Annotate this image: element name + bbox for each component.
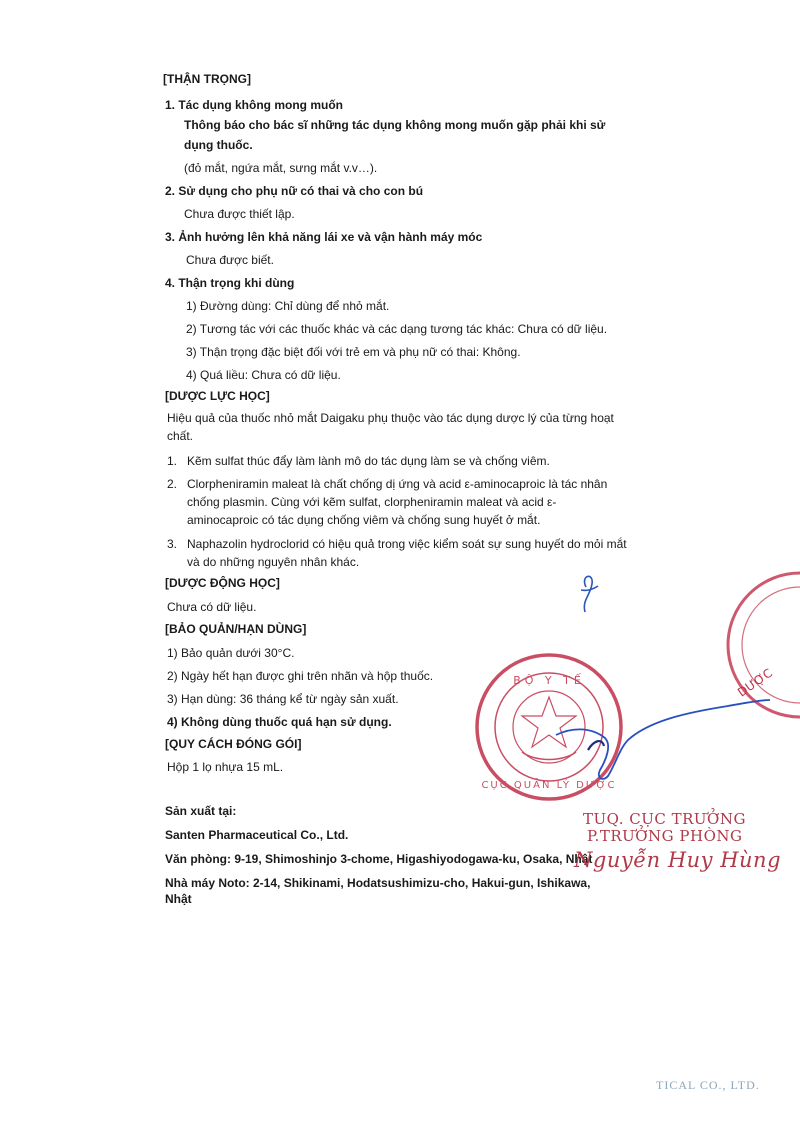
- bq-line1: 1) Bảo quản dưới 30°C.: [167, 646, 295, 660]
- item2-text: Chưa được thiết lập.: [184, 207, 295, 221]
- ddh-text: Chưa có dữ liệu.: [167, 600, 257, 614]
- item4-sub1: 1) Đường dùng: Chỉ dùng để nhỏ mắt.: [186, 299, 390, 313]
- manufacturer-company: Santen Pharmaceutical Co., Ltd.: [165, 828, 349, 842]
- stamp-ring-bottom: CỤC QUẢN LÝ DƯỢC: [481, 780, 617, 791]
- initials-mark: [581, 576, 598, 612]
- item4-sub3: 3) Thận trọng đặc biệt đối với trẻ em và phụ nữ có thai: Không.: [186, 345, 521, 359]
- dlh-p2-line3: aminocaproic có tác dụng chống viêm và chống sung huyết ở mắt.: [187, 513, 541, 527]
- item1-bold-line2: dụng thuốc.: [184, 138, 253, 152]
- qc-text: Hộp 1 lọ nhựa 15 mL.: [167, 760, 284, 774]
- manufacturer-label: Sản xuất tại:: [165, 804, 237, 818]
- item4-sub2: 2) Tương tác với các thuốc khác và các dạng tương tác khác: Chưa có dữ liệu.: [186, 322, 608, 336]
- section-heading-duoc-dong-hoc: [DƯỢC ĐỘNG HỌC]: [165, 576, 280, 590]
- dlh-p3-line1: Naphazolin hydroclorid có hiệu quả trong việc kiểm soát sự sung huyết do mỏi mắt: [187, 537, 627, 551]
- stamp-title-line1: TUQ. CỤC TRƯỞNG: [583, 810, 746, 828]
- dlh-p2-line2: chống plasmin. Cùng với kẽm sulfat, clorpheniramin maleat và acid ε-: [187, 495, 557, 509]
- dlh-intro-line1: Hiệu quả của thuốc nhỏ mắt Daigaku phụ thuộc vào tác dụng dược lý của từng hoạt: [167, 411, 614, 425]
- stamp-title-line2: P.TRƯỞNG PHÒNG: [587, 827, 743, 845]
- partial-stamp-text: DƯỢC: [735, 665, 775, 700]
- item1-title: 1. Tác dụng không mong muốn: [165, 98, 343, 112]
- item3-title: 3. Ảnh hưởng lên khả năng lái xe và vận hành máy móc: [165, 230, 483, 244]
- stamp-ring-top: BỘ Y TẾ: [513, 674, 585, 687]
- bq-line2: 2) Ngày hết hạn được ghi trên nhãn và hộp thuốc.: [167, 669, 434, 683]
- dlh-p2-number: 2.: [167, 477, 178, 491]
- signature-stroke-2: [588, 741, 604, 750]
- item2-title: 2. Sử dụng cho phụ nữ có thai và cho con bú: [165, 184, 424, 198]
- dlh-p1-number: 1.: [167, 454, 178, 468]
- item4-title: 4. Thận trọng khi dùng: [165, 276, 295, 290]
- bq-line4: 4) Không dùng thuốc quá hạn sử dụng.: [167, 715, 392, 729]
- dlh-p2-line1: Clorpheniramin maleat là chất chống dị ứng và acid ε-aminocaproic là tác nhân: [187, 477, 608, 491]
- item3-text: Chưa được biết.: [186, 253, 274, 267]
- item1-note: (đỏ mắt, ngứa mắt, sưng mắt v.v…).: [184, 161, 378, 175]
- signature-stroke: [556, 700, 770, 779]
- section-heading-duoc-luc-hoc: [DƯỢC LỰC HỌC]: [165, 389, 270, 403]
- dlh-p1-text: Kẽm sulfat thúc đẩy làm lành mô do tác dụng làm se và chống viêm.: [187, 454, 550, 468]
- manufacturer-factory-line1: Nhà máy Noto: 2-14, Shikinami, Hodatsushimizu-cho, Hakui-gun, Ishikawa,: [165, 876, 591, 890]
- bq-line3: 3) Hạn dùng: 36 tháng kể từ ngày sản xuất.: [167, 692, 399, 706]
- dlh-p3-line2: và do những nguyên nhân khác.: [187, 555, 360, 569]
- stamp-signature-name: Nguyễn Huy Hùng: [574, 848, 782, 872]
- manufacturer-office: Văn phòng: 9-19, Shimoshinjo 3-chome, Higashiyodogawa-ku, Osaka, Nhật: [165, 852, 593, 866]
- dlh-p3-number: 3.: [167, 537, 178, 551]
- dlh-intro-line2: chất.: [167, 429, 194, 443]
- section-heading-than-trong: [THẬN TRỌNG]: [163, 72, 251, 86]
- section-heading-bao-quan: [BẢO QUẢN/HẠN DÙNG]: [165, 622, 307, 636]
- item4-sub4: 4) Quá liều: Chưa có dữ liệu.: [186, 368, 341, 382]
- section-heading-quy-cach: [QUY CÁCH ĐÓNG GÓI]: [165, 737, 302, 751]
- footer-company-fragment: TICAL CO., LTD.: [656, 1078, 760, 1092]
- manufacturer-factory-line2: Nhật: [165, 892, 192, 906]
- item1-bold-line1: Thông báo cho bác sĩ những tác dụng không mong muốn gặp phải khi sử: [184, 118, 606, 132]
- partial-stamp: [728, 573, 800, 717]
